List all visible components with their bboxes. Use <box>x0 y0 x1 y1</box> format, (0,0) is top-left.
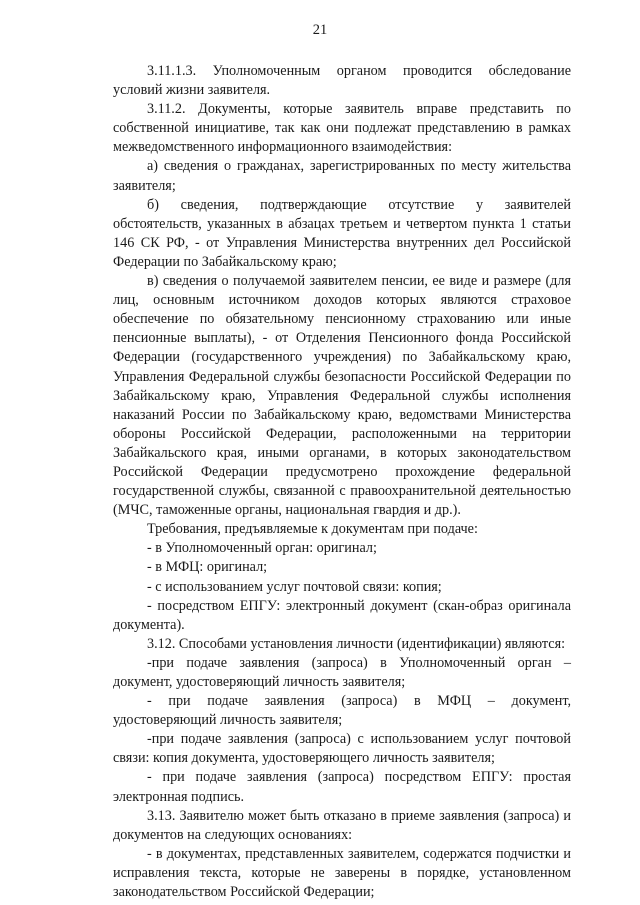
paragraph-requirements: Требования, предъявляемые к документам при подаче: <box>147 521 478 538</box>
list-item: - в МФЦ: оригинал; <box>147 559 268 576</box>
paragraph-3-11-2: 3.11.2. Документы, которые заявитель вправе представить по собственной инициативе, так как они подлежат представлению в рамках межведомственного информационного взаимодействия: <box>113 101 571 156</box>
list-item: -при подаче заявления (запроса) с использованием услуг почтовой связи: копия документа, удостоверяющего личность заявителя; <box>113 731 571 767</box>
paragraph-item-v: в) сведения о получаемой заявителем пенсии, ее виде и размере (для лиц, основным источником доходов которых являются страховое обеспечение по обязательному пенсионному страхованию или иные пенсионные выплаты), - от Отделения Пенсионного фонда Российской Федерации (государственного учреждения) по Забайкальскому краю, Управления Федеральной службы безопасности Российской Федерации по Забайкальскому краю, Управления Федеральной службы исполнения наказаний России по Забайкальскому краю, ведомствами Министерства обороны Российской Федерации, расположенными на территории Забайкальского края, иными органами, в которых законодательством Российской Федерации предусмотрено прохождение федеральной государственной службы, связанной с правоохранительной деятельностью (МЧС, таможенные органы, национальная гвардия и др.). <box>113 273 571 519</box>
list-item: -при подаче заявления (запроса) в Уполномоченный орган – документ, удостоверяющий личность заявителя; <box>113 654 571 690</box>
paragraph-3-12: 3.12. Способами установления личности (идентификации) являются: <box>147 635 566 652</box>
list-item: - при подаче заявления (запроса) в МФЦ – документ, удостоверяющий личность заявителя; <box>113 693 571 729</box>
paragraph-3-11-1-3: 3.11.1.3. Уполномоченным органом проводится обследование условий жизни заявителя. <box>113 63 571 99</box>
paragraph-item-a: а) сведения о гражданах, зарегистрированных по месту жительства заявителя; <box>113 158 571 194</box>
page-number: 21 <box>312 22 328 38</box>
paragraph-item-b: б) сведения, подтверждающие отсутствие у заявителей обстоятельств, указанных в абзацах третьем и четвертом пункта 1 статьи 146 СК РФ, - от Управления Министерства внутренних дел Российской Федерации по Забайкальскому краю; <box>113 196 571 270</box>
list-item: - посредством ЕПГУ: электронный документ (скан-образ оригинала документа). <box>113 597 571 633</box>
paragraph-3-13: 3.13. Заявителю может быть отказано в приеме заявления (запроса) и документов на следующих основаниях: <box>113 807 571 843</box>
document-body <box>113 62 571 902</box>
list-item: - в Уполномоченный орган: оригинал; <box>147 540 377 557</box>
list-item: - при подаче заявления (запроса) посредством ЕПГУ: простая электронная подпись. <box>113 769 571 805</box>
list-item: - с использованием услуг почтовой связи: копия; <box>147 578 442 595</box>
list-item: - в документах, представленных заявителем, содержатся подчистки и исправления текста, которые не заверены в порядке, установленном законодательством Российской Федерации; <box>113 845 571 901</box>
